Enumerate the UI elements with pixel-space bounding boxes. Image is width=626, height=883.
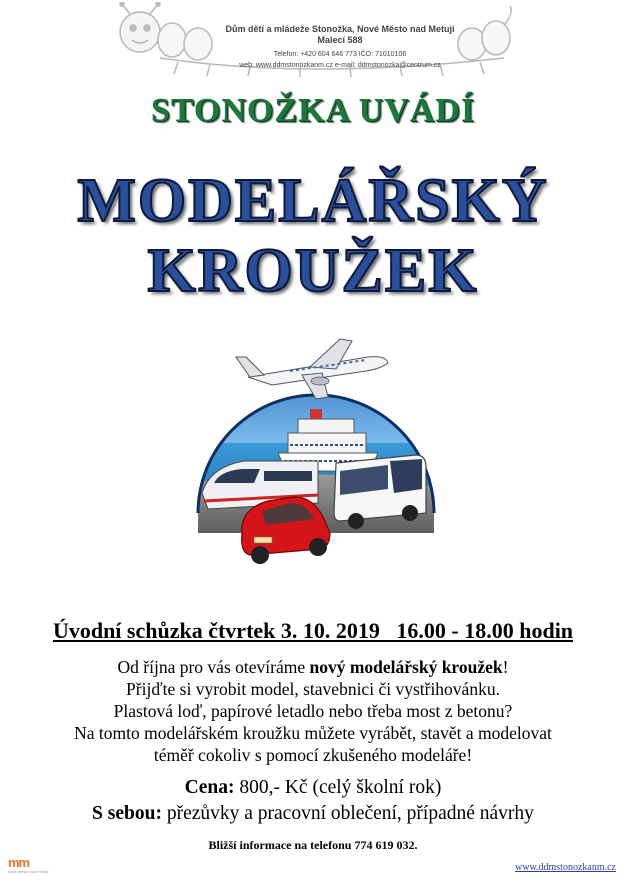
org-web-email: web: www.ddmstonozkanm.cz e-mail: ddmstonozka@centrum.cz: [239, 62, 441, 69]
org-address: Malecí 588: [317, 35, 363, 45]
footer-logo-subtext: nové město nad metují: [8, 869, 49, 874]
description-line-2: Přijďte si vyrobit model, stavebnici či vystřihovánku.: [126, 679, 500, 699]
description-line-4: Na tomto modelářském kroužku můžete vyrábět, stavět a modelovat: [74, 723, 552, 743]
description-line-5: téměř cokoliv s pomocí zkušeného modeláře!: [153, 745, 473, 765]
footer-website-link[interactable]: www.ddmstonozkanm.cz: [515, 862, 616, 873]
title-line-1: MODELÁŘSKÝ: [77, 167, 549, 235]
footer-logo-mark: mm: [8, 855, 30, 870]
meeting-date: Úvodní schůzka čtvrtek 3. 10. 2019 16.00 - 18.00 hodin: [52, 618, 574, 643]
car-icon: [242, 497, 330, 564]
description-line-3: Plastová loď, papírové letadlo nebo třeba most z betonu?: [113, 701, 513, 721]
price: Cena: 800,- Kč (celý školní rok): [184, 777, 442, 798]
description-line-1: Od října pro vás otevíráme nový modelářský kroužek!: [117, 657, 509, 677]
transport-illustration: [190, 333, 440, 568]
airplane-icon: [236, 339, 388, 399]
org-contact: Telefon: +420 604 646 773 IČO: 71010106: [273, 51, 407, 58]
presents-heading: STONOŽKA UVÁDÍ: [150, 92, 476, 129]
description: [0, 656, 626, 766]
header-contact-block: [170, 24, 510, 71]
footer-logo: [8, 856, 58, 878]
org-name: Dům dětí a mládeže Stonožka, Nové Město nad Metují: [225, 24, 455, 34]
title-line-2: KROUŽEK: [147, 237, 479, 305]
what-to-bring: S sebou: přezůvky a pracovní oblečení, případné návrhy: [92, 803, 534, 824]
more-info-phone: Bližší informace na telefonu 774 619 032.: [208, 838, 418, 852]
header: [100, 2, 518, 78]
